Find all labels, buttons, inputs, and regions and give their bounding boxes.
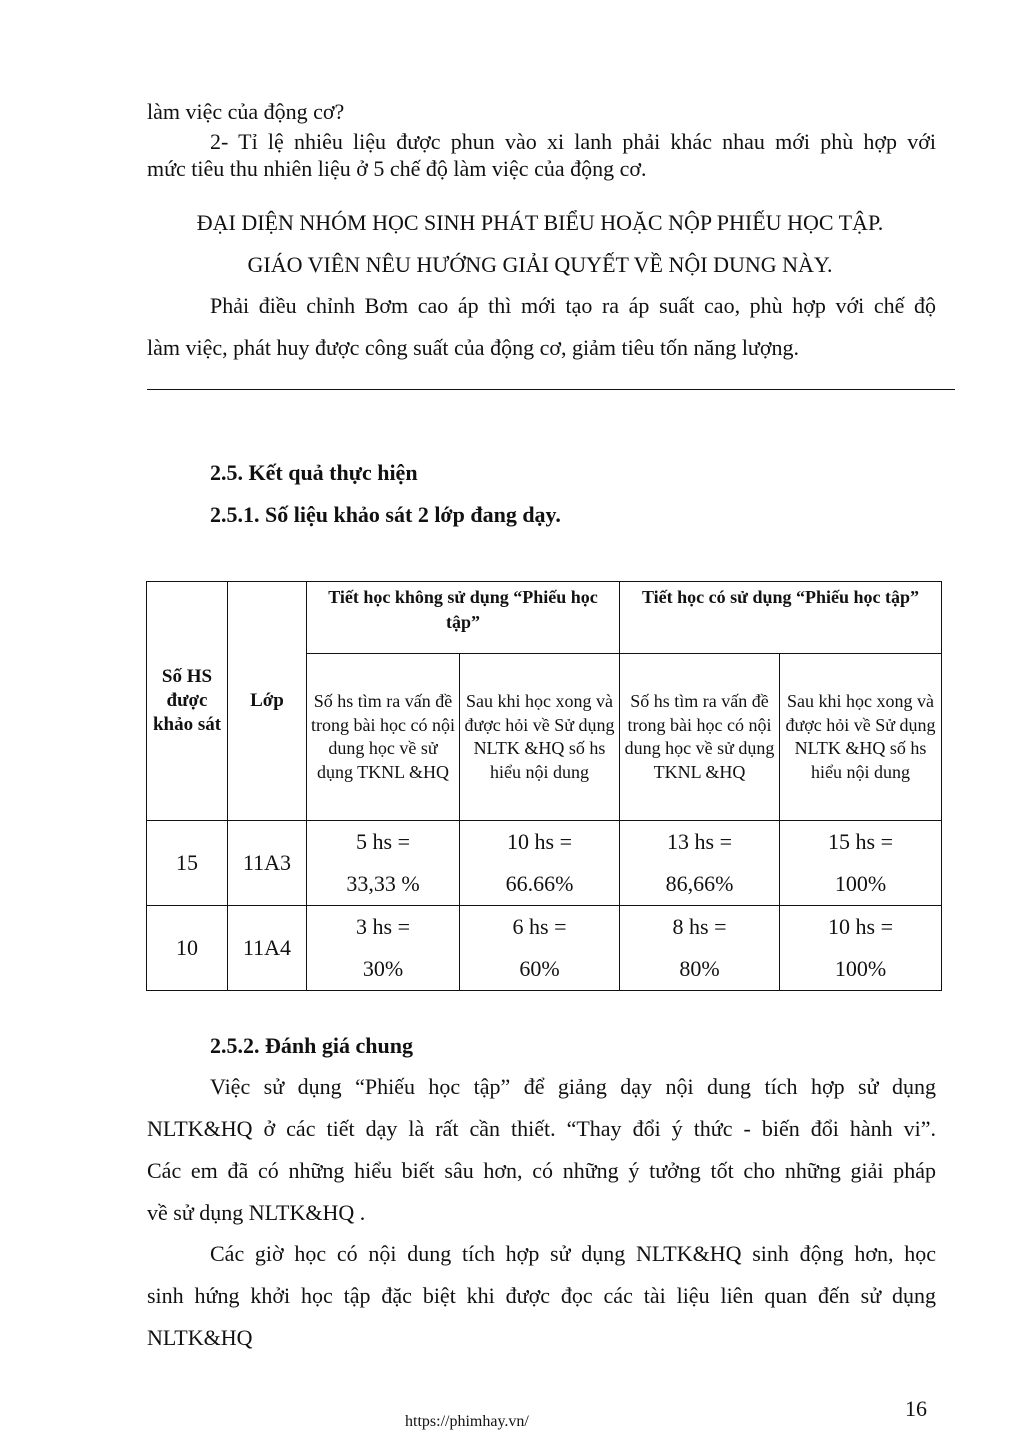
header-found-issue-without: Số hs tìm ra vấn đề trong bài học có nội dung học về sử dụng TKNL &HQ bbox=[307, 654, 460, 821]
cell-count: 13 hs = bbox=[667, 829, 732, 854]
table-row bbox=[147, 906, 942, 991]
cell-percent: 30% bbox=[362, 956, 404, 981]
cell-percent: 33,33 % bbox=[346, 871, 420, 896]
cell-students: 15 bbox=[147, 821, 228, 906]
cell-class: 11A3 bbox=[228, 821, 307, 906]
cell-percent: 80% bbox=[679, 956, 720, 981]
cell-count: 5 hs = bbox=[356, 829, 410, 854]
paragraph-line: làm việc của động cơ? bbox=[147, 99, 345, 124]
header-group-with-worksheet: Tiết học có sử dụng “Phiếu học tập” bbox=[620, 582, 942, 654]
paragraph-line: làm việc, phát huy được công suất của động cơ, giảm tiêu tốn năng lượng. bbox=[147, 335, 799, 360]
paragraph-line: về sử dụng NLTK&HQ . bbox=[147, 1200, 366, 1225]
header-class: Lớp bbox=[228, 582, 307, 821]
paragraph-line: Các em đã có những hiểu biết sâu hơn, có những ý tưởng tốt cho những giải pháp bbox=[147, 1158, 936, 1183]
header-understood-with: Sau khi học xong và được hỏi về Sử dụng NLTK &HQ số hs hiểu nội dung bbox=[780, 654, 942, 821]
paragraph-line: 2- Tỉ lệ nhiêu liệu được phun vào xi lanh phải khác nhau mới phù hợp với bbox=[210, 129, 936, 154]
caps-statement: ĐẠI DIỆN NHÓM HỌC SINH PHÁT BIỂU HOẶC NỘP PHIẾU HỌC TẬP. bbox=[196, 210, 884, 235]
paragraph-line: Các giờ học có nội dung tích hợp sử dụng NLTK&HQ sinh động hơn, học bbox=[210, 1241, 936, 1266]
horizontal-divider bbox=[147, 389, 955, 390]
header-understood-without: Sau khi học xong và được hỏi về Sử dụng NLTK &HQ số hs hiểu nội dung bbox=[460, 654, 620, 821]
header-students-surveyed: Số HS được khảo sát bbox=[147, 582, 228, 821]
cell-value bbox=[460, 821, 620, 906]
page-number: 16 bbox=[905, 1396, 927, 1421]
caps-statement: GIÁO VIÊN NÊU HƯỚNG GIẢI QUYẾT VỀ NỘI DUNG NÀY. bbox=[247, 252, 833, 277]
cell-value bbox=[620, 906, 780, 991]
subsection-heading: 2.5.1. Số liệu khảo sát 2 lớp đang dạy. bbox=[210, 502, 561, 527]
subsection-heading: 2.5.2. Đánh giá chung bbox=[210, 1033, 413, 1058]
paragraph-line: Phải điều chỉnh Bơm cao áp thì mới tạo ra áp suất cao, phù hợp với chế độ bbox=[210, 293, 936, 318]
section-heading: 2.5. Kết quả thực hiện bbox=[210, 460, 418, 485]
cell-value bbox=[780, 821, 942, 906]
cell-count: 10 hs = bbox=[828, 914, 893, 939]
cell-count: 10 hs = bbox=[507, 829, 572, 854]
cell-value bbox=[307, 821, 460, 906]
cell-count: 6 hs = bbox=[512, 914, 567, 939]
cell-percent: 60% bbox=[519, 956, 560, 981]
cell-value bbox=[307, 906, 460, 991]
cell-value bbox=[780, 906, 942, 991]
paragraph-line: NLTK&HQ bbox=[147, 1325, 253, 1350]
header-found-issue-with: Số hs tìm ra vấn đề trong bài học có nội dung học về sử dụng TKNL &HQ bbox=[620, 654, 780, 821]
table-row bbox=[147, 821, 942, 906]
cell-percent: 100% bbox=[834, 956, 887, 981]
footer-url-link[interactable]: https://phimhay.vn/ bbox=[405, 1413, 529, 1430]
paragraph-line: sinh hứng khởi học tập đặc biệt khi được đọc các tài liệu liên quan đến sử dụng bbox=[147, 1283, 936, 1308]
paragraph-line: Việc sử dụng “Phiếu học tập” để giảng dạy nội dung tích hợp sử dụng bbox=[210, 1074, 936, 1099]
cell-students: 10 bbox=[147, 906, 228, 991]
cell-percent: 100% bbox=[834, 871, 887, 896]
cell-percent: 66.66% bbox=[505, 871, 574, 896]
cell-value bbox=[460, 906, 620, 991]
survey-results-table bbox=[146, 581, 942, 991]
header-group-without-worksheet: Tiết học không sử dụng “Phiếu học tập” bbox=[307, 582, 620, 654]
cell-value bbox=[620, 821, 780, 906]
cell-count: 15 hs = bbox=[828, 829, 893, 854]
cell-count: 3 hs = bbox=[356, 914, 410, 939]
cell-percent: 86,66% bbox=[665, 871, 734, 896]
cell-class: 11A4 bbox=[228, 906, 307, 991]
cell-count: 8 hs = bbox=[672, 914, 727, 939]
paragraph-line: mức tiêu thu nhiên liệu ở 5 chế độ làm việc của động cơ. bbox=[147, 156, 647, 181]
paragraph-line: NLTK&HQ ở các tiết dạy là rất cần thiết. “Thay đổi ý thức - biến đổi hành vi”. bbox=[147, 1116, 936, 1141]
